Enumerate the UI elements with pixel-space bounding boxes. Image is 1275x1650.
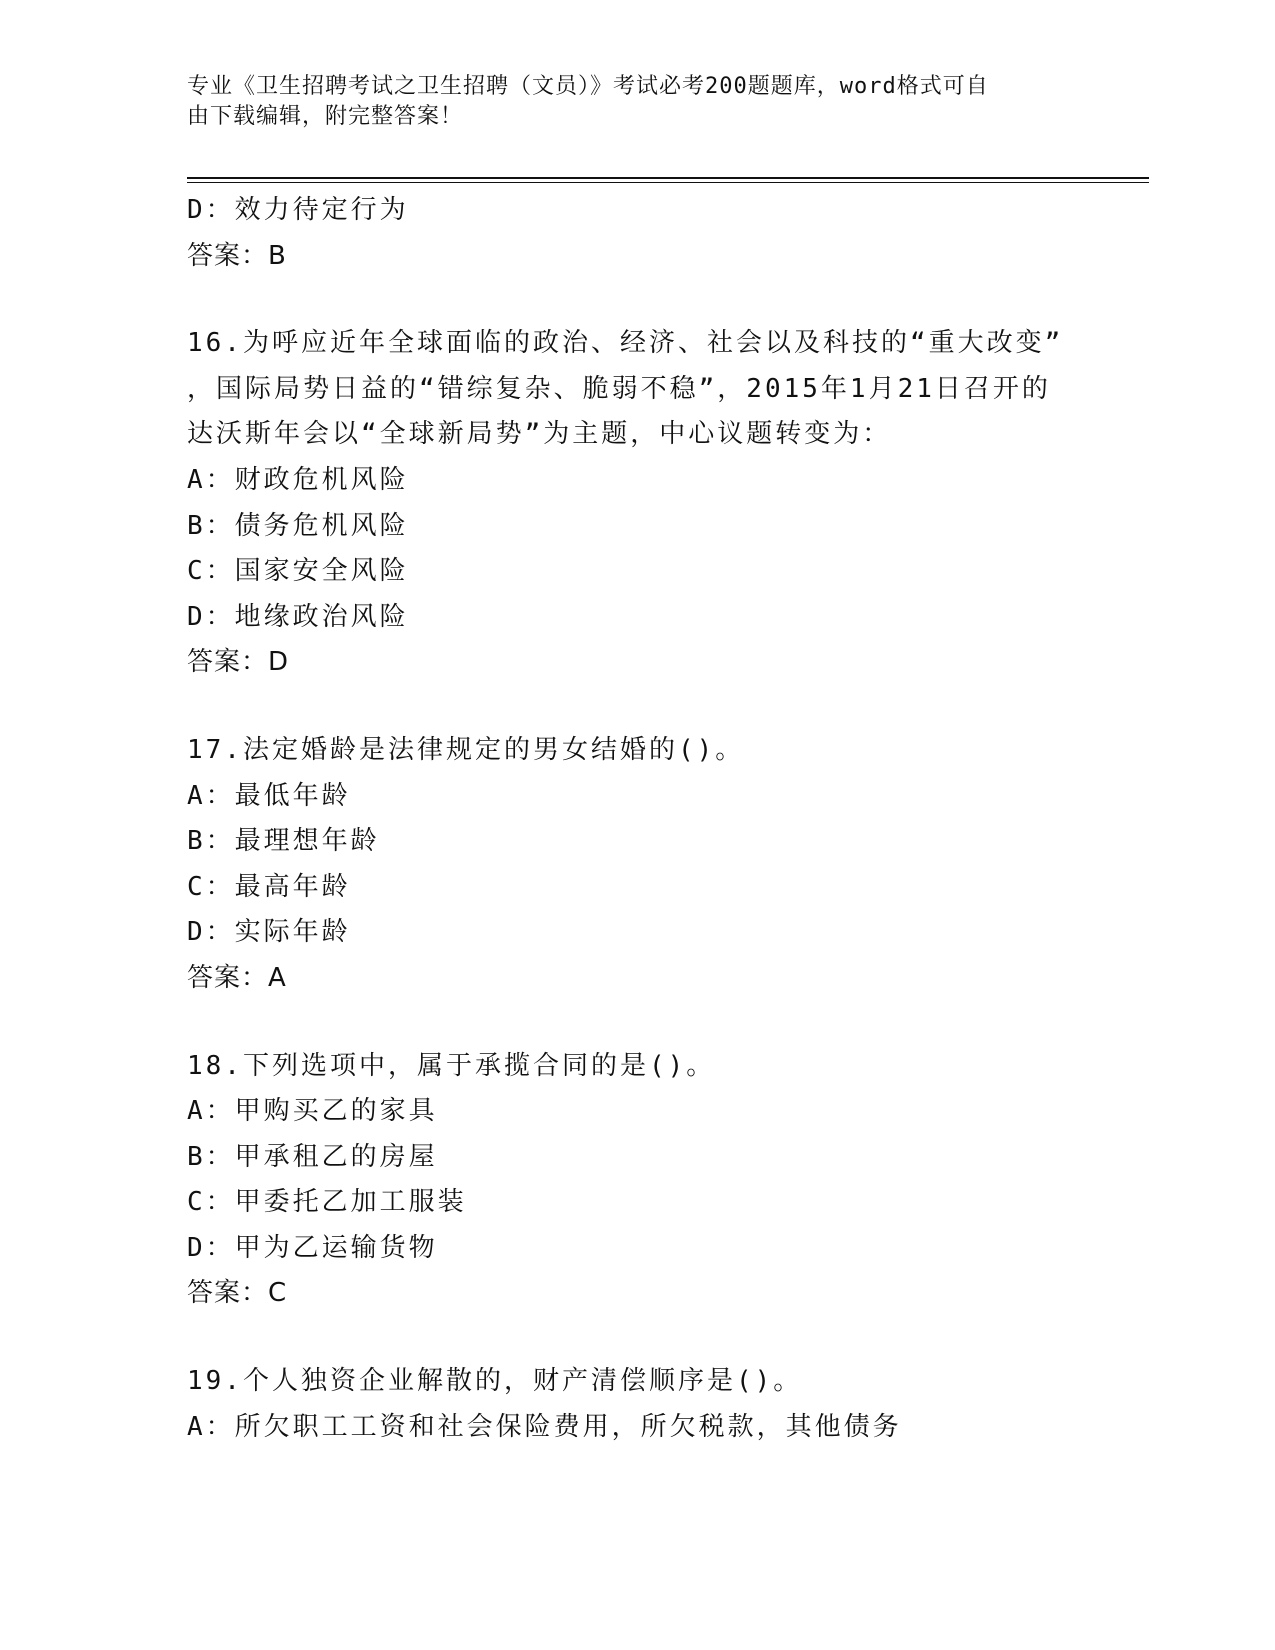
option-a: A：甲购买乙的家具 (187, 1096, 438, 1127)
option-c: C：最高年龄 (187, 871, 351, 902)
question-19 (187, 1359, 1087, 1450)
question-17 (187, 728, 1087, 1002)
option-d: D：甲为乙运输货物 (187, 1232, 438, 1263)
header-rule-thin (187, 182, 1149, 183)
option-b: B：债务危机风险 (187, 510, 409, 541)
prev-answer: 答案：B (187, 240, 287, 271)
option-b: B：最理想年龄 (187, 826, 380, 857)
option-d: D：地缘政治风险 (187, 601, 409, 632)
question-stem-line: 18.下列选项中，属于承揽合同的是()。 (187, 1050, 716, 1081)
prev-option-d: D：效力待定行为 (187, 195, 409, 225)
option-a: A：最低年龄 (187, 780, 351, 811)
document-header (187, 72, 1067, 132)
option-b: B：甲承租乙的房屋 (187, 1141, 438, 1172)
question-stem-line: 16.为呼应近年全球面临的政治、经济、社会以及科技的“重大改变” (187, 328, 1064, 359)
question-stem-line: 17.法定婚龄是法律规定的男女结婚的()。 (187, 734, 745, 765)
option-c: C：国家安全风险 (187, 556, 409, 587)
answer: 答案：A (187, 962, 287, 993)
option-d: D：实际年龄 (187, 917, 351, 948)
question-18 (187, 1044, 1087, 1318)
question-stem-line: 19.个人独资企业解散的，财产清偿顺序是()。 (187, 1366, 803, 1397)
answer: 答案：C (187, 1278, 288, 1309)
option-c: C：甲委托乙加工服装 (187, 1187, 467, 1218)
header-rule-thick (187, 177, 1149, 179)
question-content (187, 188, 1087, 1450)
option-a: A：所欠职工工资和社会保险费用，所欠税款，其他债务 (187, 1411, 902, 1442)
header-line-1: 专业《卫生招聘考试之卫生招聘（文员）》考试必考200题题库，word格式可自 (187, 74, 989, 99)
question-stem-line: 达沃斯年会以“全球新局势”为主题，中心议题转变为： (187, 419, 892, 450)
option-a: A：财政危机风险 (187, 464, 409, 495)
question-stem-line: ，国际局势日益的“错综复杂、脆弱不稳”，2015年1月21日召开的 (187, 373, 1051, 404)
header-line-2: 由下载编辑，附完整答案！ (187, 104, 464, 129)
answer: 答案：D (187, 647, 290, 678)
question-16 (187, 321, 1087, 686)
